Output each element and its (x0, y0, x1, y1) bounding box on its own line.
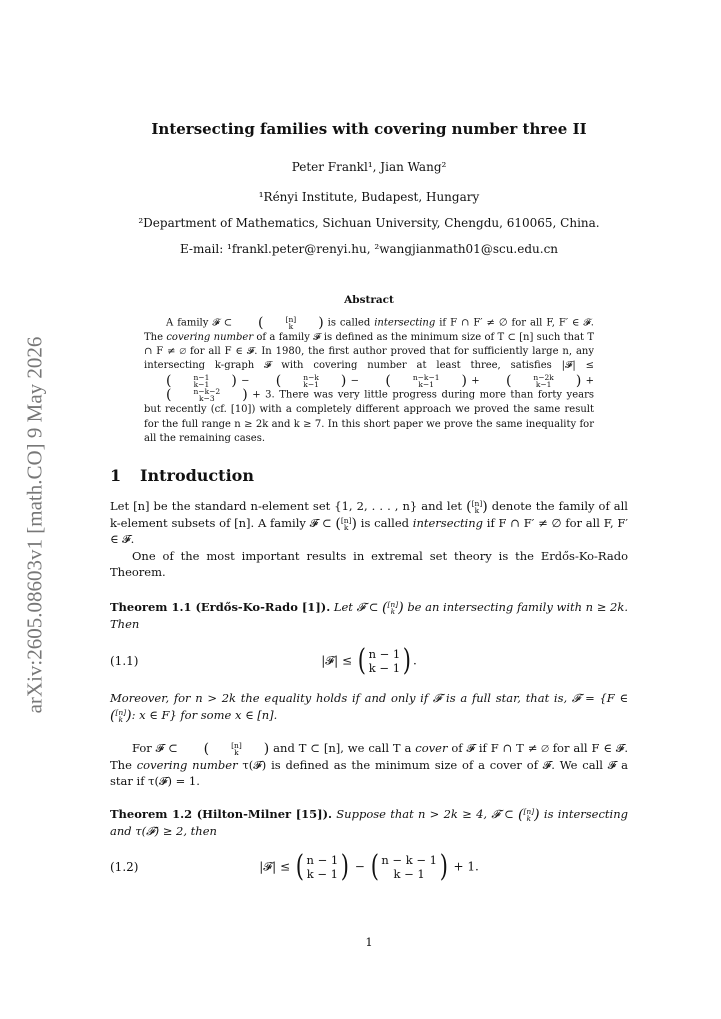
theorem-1-1-moreover-text: Moreover, for n > 2k the equality holds if and only if 𝓕 is a full star, that is, 𝓕 = {F ∈ ( [n] k ) : x ∈ F} for some x ∈ [n]. (110, 691, 628, 724)
small-binomial: ( n−1 k−1 ) (166, 372, 237, 389)
section-title: Introduction (140, 466, 254, 485)
small-binomial: ( n−k−2 k−3 ) (166, 387, 248, 404)
small-binomial: ( [n] k ) (518, 807, 540, 823)
affiliation-2: ²Department of Mathematics, Sichuan University, Chengdu, 610065, China. (138, 216, 600, 230)
section-number: 1 (110, 466, 122, 485)
paper-title: Intersecting families with covering number three II (151, 120, 587, 138)
small-binomial: ( [n] k ) (466, 499, 488, 515)
intro-paragraph-2: One of the most important results in extremal set theory is the Erdős-Ko-Rado Theorem. (110, 548, 628, 579)
theorem-1-1-head: Theorem 1.1 (Erdős-Ko-Rado [1]). (110, 600, 331, 614)
theorem-1-1-statement: Theorem 1.1 (Erdős-Ko-Rado [1]). Let 𝓕 ⊂ ( [n] k ) be an intersecting family with n ≥ 2k. Then (110, 600, 628, 631)
equation-1-2 (110, 849, 628, 886)
author-emails: E-mail: ¹frankl.peter@renyi.hu, ²wangjianmath01@scu.edu.cn (179, 242, 559, 256)
binomial: ( n − 1 k − 1 ) (357, 643, 412, 678)
section-heading-introduction (110, 466, 254, 485)
binomial: ( n − k − 1 k − 1 ) (370, 849, 448, 884)
theorem-1-1-moreover (110, 690, 628, 723)
small-binomial: ( [n] k ) (335, 515, 358, 532)
theorem-1-1 (110, 599, 628, 632)
small-binomial: ( [n] k ) (110, 707, 132, 724)
small-binomial: ( [n] k ) (258, 315, 324, 331)
cover-definition-text: For 𝓕 ⊂ ( [n] k ) and T ⊂ [n], we call T a cover of 𝓕 if F ∩ T ≠ ∅ for all F ∈ 𝓕. The covering number τ(𝓕) is defined as the minimum size of a cover of 𝓕. We call 𝓕 a star if τ(𝓕) = 1. (110, 741, 628, 788)
arxiv-identifier: arXiv:2605.08603v1 [math.CO] 9 May 2026 (22, 336, 47, 714)
equation-label: (1.2) (110, 860, 139, 874)
theorem-1-2-statement: Theorem 1.2 (Hilton-Milner [15]). Suppose that n > 2k ≥ 4, 𝓕 ⊂ ( [n] k ) is intersecting and τ(𝓕) ≥ 2, then (110, 807, 628, 838)
paper-authors: Peter Frankl¹, Jian Wang² (291, 160, 447, 174)
equation-body: |𝓕| ≤ ( n − 1 k − 1 ) − ( n − k − 1 k − 1 ) + 1. (259, 849, 479, 884)
cover-definition (110, 740, 628, 790)
equation-1-1 (110, 643, 628, 680)
affiliation-1: ¹Rényi Institute, Budapest, Hungary (258, 190, 480, 204)
abstract-body (144, 316, 594, 446)
small-binomial: ( n−k−1 k−1 ) (385, 372, 467, 389)
theorem-1-2-head: Theorem 1.2 (Hilton-Milner [15]). (110, 807, 333, 821)
page-number: 1 (365, 935, 373, 949)
abstract-paragraph: A family 𝓕 ⊂ ( [n] k ) is called intersecting if F ∩ F′ ≠ ∅ for all F, F′ ∈ 𝓕. The covering number of a family 𝓕 is defined as the minimum size of T ⊂ [n] such that T ∩ F ≠ ∅ for all F ∈ 𝓕. In 1980, the first author proved that for sufficiently large n, any intersecting k-graph 𝓕 with covering number at least three, satisfies |𝓕| ≤ ( n−1 k−1 ) − ( n−k k−1 ) − ( n−k−1 k−1 ) + ( n−2k k−1 ) + ( n−k−2 k−3 ) + 3. There was very little progress during more than forty years but recently (cf. [10]) with a completely different approach we proved the same result for the full range n ≥ 2k and k ≥ 7. In this short paper we prove the same inequality for all the remaining cases. (144, 315, 594, 444)
intro-paragraphs (110, 498, 628, 581)
small-binomial: ( [n] k ) (203, 741, 270, 757)
equation-body: |𝓕| ≤ ( n − 1 k − 1 ) . (321, 643, 417, 678)
abstract-heading: Abstract (344, 294, 394, 306)
small-binomial: ( n−2k k−1 ) (505, 372, 582, 389)
small-binomial: ( n−k k−1 ) (275, 372, 347, 389)
small-binomial: ( [n] k ) (382, 600, 404, 616)
theorem-1-2 (110, 806, 628, 839)
equation-label: (1.1) (110, 654, 139, 668)
arxiv-sidebar-stamp (20, 300, 50, 750)
binomial: ( n − 1 k − 1 ) (295, 849, 350, 884)
intro-paragraph-1: Let [n] be the standard n-element set {1, 2, . . . , n} and let ( [n] k ) denote the family of all k-element subsets of [n]. A family 𝓕 ⊂ ( [n] k ) is called intersecting if F ∩ F′ ≠ ∅ for all F, F′ ∈ 𝓕. (110, 499, 628, 546)
